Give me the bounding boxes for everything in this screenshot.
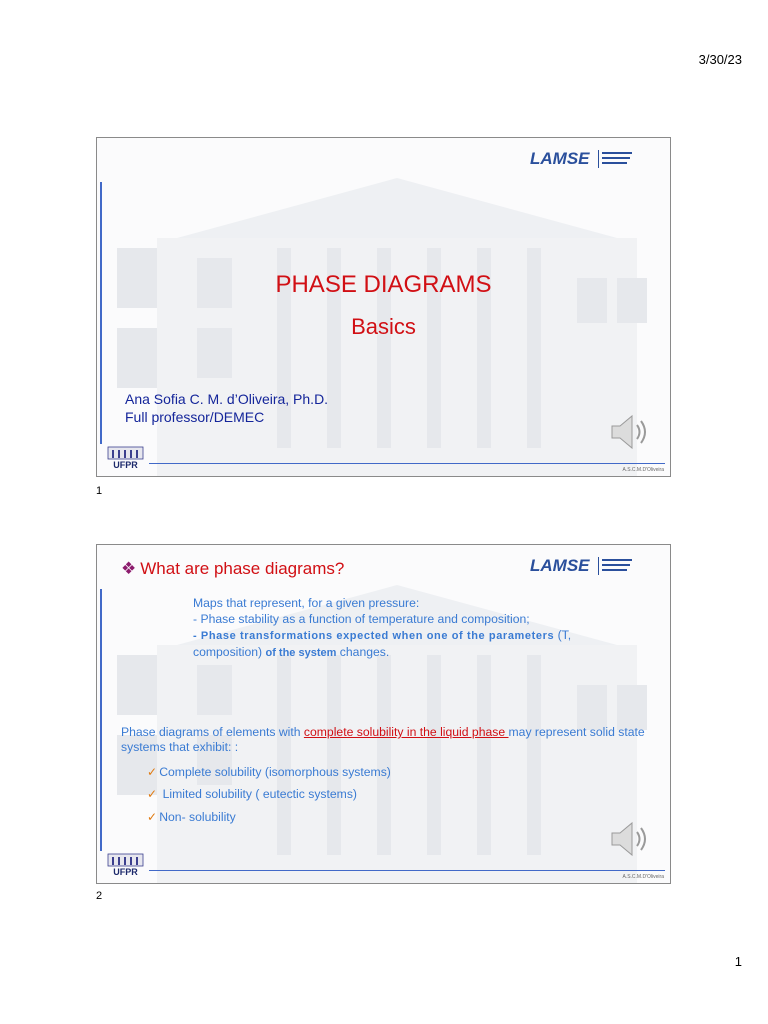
page-number: 1 [734,954,742,969]
solubility-paragraph: Phase diagrams of elements with complete solubility in the liquid phase may represent solid state systems that exhibit: : [121,725,645,754]
footer-credit: A.S.C.M.D'Oliveira [622,467,664,473]
slide-title: PHASE DIAGRAMS [275,271,492,298]
author-role: Full professor/DEMEC [125,409,265,425]
check-item: ✓ Non- solubility [147,810,236,824]
svg-text:LAMSE: LAMSE [530,556,590,575]
svg-text:UFPR: UFPR [113,867,138,877]
checkmark-icon: ✓ [147,787,158,801]
left-accent-bar [100,182,102,444]
map-intro: Maps that represent, for a given pressure: [193,596,420,610]
map-item-2: - Phase transformations expected when one of the parameters (T, composition) of the system changes. [193,628,572,659]
slide-1 [96,137,671,477]
lamse-logo [528,144,664,174]
diamond-bullet-icon: ❖ [121,559,137,578]
speaker-icon[interactable] [608,410,654,454]
footer-line [149,463,665,464]
footer-credit: A.S.C.M.D'Oliveira [622,874,664,880]
slide-heading [121,559,344,579]
footer-line [149,870,665,871]
slide-2 [96,544,671,884]
check-item: ✓ Complete solubility (isomorphous systems) [147,765,391,779]
author-name: Ana Sofia C. M. d’Oliveira, Ph.D. [125,391,329,407]
svg-text:UFPR: UFPR [113,460,138,470]
ufpr-logo [104,446,147,470]
checkmark-icon: ✓ [147,810,158,824]
checkmark-icon: ✓ [147,765,158,779]
definition-block [193,595,633,661]
lamse-logo [528,551,664,581]
liquid-phase-link[interactable]: complete solubility in the liquid phase [303,725,509,739]
page-date: 3/30/23 [698,52,742,67]
heading-text: What are phase diagrams? [140,559,345,578]
slide-number-1: 1 [96,485,103,497]
map-item-1: - Phase stability as a function of temperature and composition; [193,612,530,626]
ufpr-logo [104,853,147,877]
left-accent-bar [100,589,102,851]
slide-number-2: 2 [96,890,103,902]
check-item: ✓ Limited solubility ( eutectic systems) [147,787,357,801]
slide-subtitle: Basics [351,314,416,339]
author-block [125,390,328,426]
svg-text:LAMSE: LAMSE [530,149,590,168]
speaker-icon[interactable] [608,817,654,861]
